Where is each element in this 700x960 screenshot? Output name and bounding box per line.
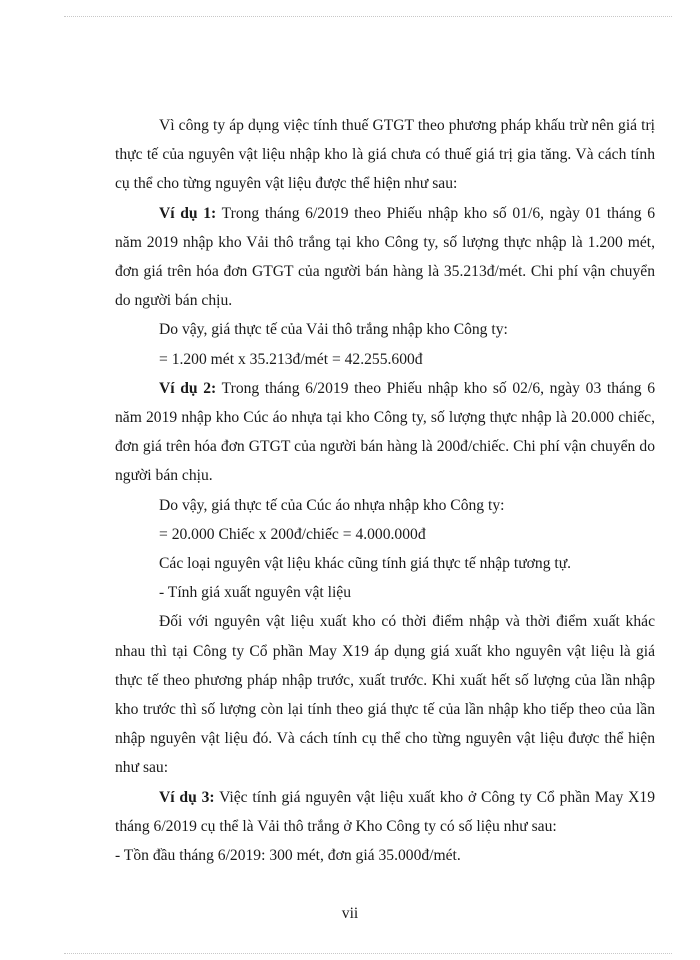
paragraph-others: Các loại nguyên vật liệu khác cũng tính giá thực tế nhập tương tự. — [159, 555, 572, 573]
paragraph-fifo: Đối với nguyên vật liệu xuất kho có thời điểm nhập và thời điểm xuất khác nhau thì tại Công ty Cổ phần May X19 áp dụng giá xuất kho nguyên vật liệu là giá thực tế theo phương pháp nhập trước, xuất trước. Khi xuất hết số lượng của lần nhập kho trước thì số lượng còn lại tính theo giá thực tế của lần nhập kho tiếp theo của lần nhập nguyên vật liệu đó. Và cách tính cụ thể cho từng nguyên vật liệu được thể hiện như sau: — [115, 613, 655, 777]
body-text — [115, 111, 655, 870]
page-border-top — [64, 16, 672, 17]
paragraph-example-1: Ví dụ 1: Trong tháng 6/2019 theo Phiếu nhập kho số 01/6, ngày 01 tháng 6 năm 2019 nhập kho Vải thô trắng tại kho Công ty, số lượng thực nhập là 1.200 mét, đơn giá trên hóa đơn GTGT của người bán hàng là 35.213đ/mét. Chi phí vận chuyển do người bán chịu. — [115, 204, 656, 310]
page-number: vii — [341, 905, 359, 922]
example-label: Ví dụ 3: — [159, 788, 215, 806]
paragraph-formula-1: = 1.200 mét x 35.213đ/mét = 42.255.600đ — [159, 350, 423, 368]
paragraph-intro: Vì công ty áp dụng việc tính thuế GTGT theo phương pháp khấu trừ nên giá trị thực tế của nguyên vật liệu nhập kho là giá chưa có thuế giá trị gia tăng. Và cách tính cụ thể cho từng nguyên vật liệu được thể hiện như sau: — [115, 117, 655, 193]
paragraph-formula-2: = 20.000 Chiếc x 200đ/chiếc = 4.000.000đ — [159, 525, 426, 543]
example-label: Ví dụ 1: — [159, 204, 217, 222]
paragraph-subheading: - Tính giá xuất nguyên vật liệu — [159, 584, 351, 602]
paragraph-price-intro-2: Do vậy, giá thực tế của Cúc áo nhựa nhập kho Công ty: — [159, 496, 505, 514]
paragraph-opening-stock: - Tồn đầu tháng 6/2019: 300 mét, đơn giá 35.000đ/mét. — [115, 847, 461, 865]
example-label: Ví dụ 2: — [159, 379, 217, 397]
paragraph-example-3: Ví dụ 3: Việc tính giá nguyên vật liệu xuất kho ở Công ty Cổ phần May X19 tháng 6/2019 cụ thể là Vải thô trắng ở Kho Công ty có số liệu như sau: — [115, 788, 655, 835]
paragraph-example-2: Ví dụ 2: Trong tháng 6/2019 theo Phiếu nhập kho số 02/6, ngày 03 tháng 6 năm 2019 nhập kho Cúc áo nhựa tại kho Công ty, số lượng thực nhập là 20.000 chiếc, đơn giá trên hóa đơn GTGT của người bán hàng là 200đ/chiếc. Chi phí vận chuyển do người bán chịu. — [115, 379, 656, 485]
paragraph-price-intro-1: Do vậy, giá thực tế của Vải thô trắng nhập kho Công ty: — [159, 321, 508, 339]
page-border-bottom — [64, 953, 672, 954]
